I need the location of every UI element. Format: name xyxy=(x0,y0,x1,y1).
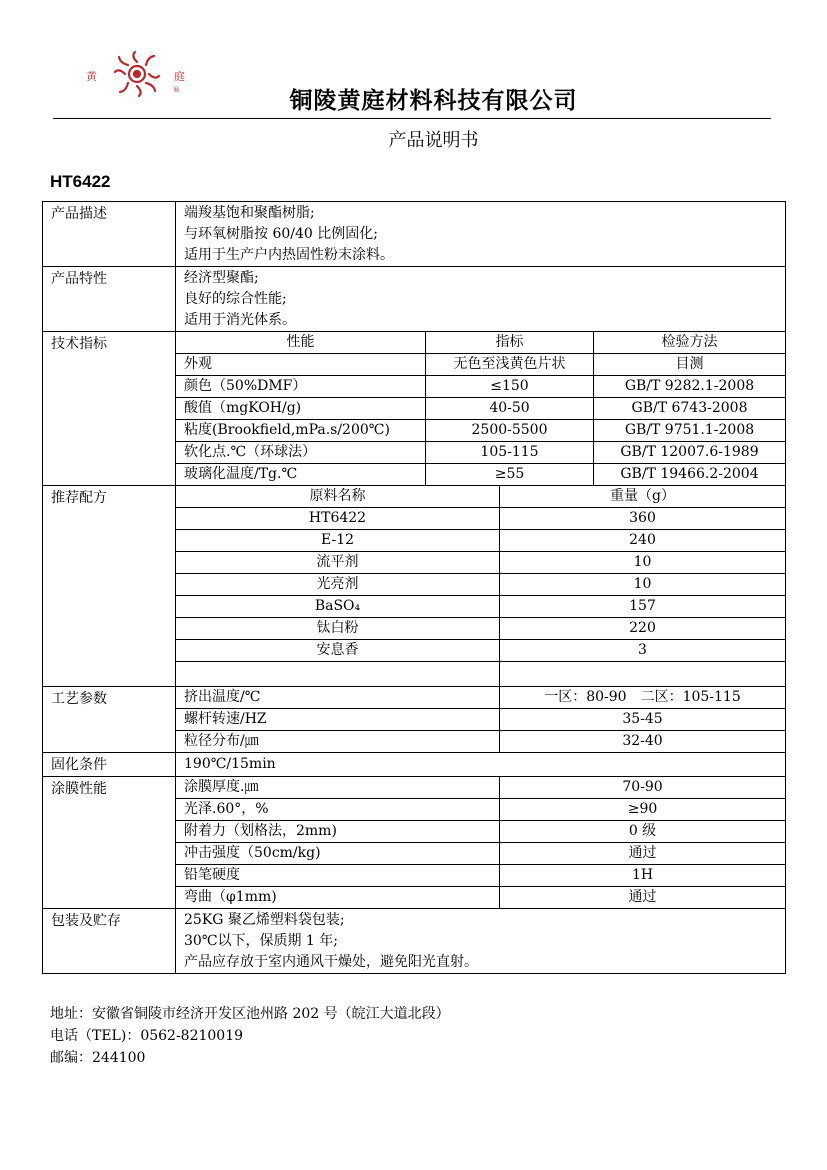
desc-row xyxy=(43,202,786,267)
coating-value: 0 级 xyxy=(500,821,786,843)
tech-header-cell: 检验方法 xyxy=(594,332,786,354)
formula-weight: 220 xyxy=(500,618,786,640)
pack-content xyxy=(176,909,786,974)
section-label-desc: 产品描述 xyxy=(43,202,176,267)
process-value: 35-45 xyxy=(500,709,786,731)
desc-line: 适用于生产户内热固性粉末涂料。 xyxy=(184,247,394,263)
feature-content xyxy=(176,267,786,332)
logo-right-char: 庭 xyxy=(174,70,185,83)
desc-line: 端羧基饱和聚酯树脂; xyxy=(184,205,315,221)
registered-mark: ® xyxy=(173,86,180,94)
feature-line: 经济型聚酯; xyxy=(184,270,259,286)
desc-content xyxy=(176,202,786,267)
cure-row xyxy=(43,753,786,777)
section-label-feature: 产品特性 xyxy=(43,267,176,332)
spec-table xyxy=(42,201,786,974)
tech-property: 粘度(Brookfield,mPa.s/200℃) xyxy=(176,420,426,442)
tech-property: 软化点.℃（环球法） xyxy=(176,442,426,464)
coating-param: 涂膜厚度.㎛ xyxy=(176,777,500,799)
coating-param: 光泽.60°，% xyxy=(176,799,500,821)
formula-material: 流平剂 xyxy=(176,552,500,574)
process-param: 挤出温度/℃ xyxy=(176,687,500,709)
tech-method: GB/T 12007.6-1989 xyxy=(594,442,786,464)
desc-line: 与环氧树脂按 60/40 比例固化; xyxy=(184,226,378,242)
section-label-pack: 包装及贮存 xyxy=(43,909,176,974)
formula-header-cell: 重量（g） xyxy=(500,486,786,508)
phone-text: 电话（TEL)：0562-8210019 xyxy=(50,1028,244,1044)
postcode-text: 邮编：244100 xyxy=(50,1050,146,1066)
process-value: 32-40 xyxy=(500,731,786,753)
coating-param: 铅笔硬度 xyxy=(176,865,500,887)
tech-method: GB/T 6743-2008 xyxy=(594,398,786,420)
process-param: 粒径分布/㎛ xyxy=(176,731,500,753)
tech-property: 酸值（mgKOH/g) xyxy=(176,398,426,420)
formula-material: 钛白粉 xyxy=(176,618,500,640)
document-title: 产品说明书 xyxy=(388,130,479,151)
coating-value: 通过 xyxy=(500,887,786,909)
pack-line: 30℃以下，保质期 1 年; xyxy=(184,933,338,949)
logo-left-char: 黄 xyxy=(86,70,97,83)
formula-material: 光亮剂 xyxy=(176,574,500,596)
coating-param: 冲击强度（50cm/kg) xyxy=(176,843,500,865)
coating-value: 通过 xyxy=(500,843,786,865)
formula-weight: 360 xyxy=(500,508,786,530)
tech-method: GB/T 9751.1-2008 xyxy=(594,420,786,442)
tech-spec: 105-115 xyxy=(426,442,594,464)
coating-row xyxy=(43,777,786,799)
tech-header-row xyxy=(43,332,786,354)
feature-line: 适用于消光体系。 xyxy=(184,312,296,328)
tech-spec: 2500-5500 xyxy=(426,420,594,442)
coating-param: 附着力（划格法，2mm) xyxy=(176,821,500,843)
section-label-process: 工艺参数 xyxy=(43,687,176,753)
process-value: 一区：80-90 二区：105-115 xyxy=(500,687,786,709)
tech-method: GB/T 19466.2-2004 xyxy=(594,464,786,486)
formula-header-cell: 原料名称 xyxy=(176,486,500,508)
section-label-formula: 推荐配方 xyxy=(43,486,176,687)
formula-weight: 3 xyxy=(500,640,786,662)
tech-header-cell: 性能 xyxy=(176,332,426,354)
address-text: 地址：安徽省铜陵市经济开发区池州路 202 号（皖江大道北段） xyxy=(50,1006,450,1022)
formula-weight xyxy=(500,662,786,687)
header-divider xyxy=(53,118,771,119)
formula-weight: 10 xyxy=(500,552,786,574)
cure-value: 190℃/15min xyxy=(176,753,786,777)
coating-value: 1H xyxy=(500,865,786,887)
coating-value: 70-90 xyxy=(500,777,786,799)
tech-property: 玻璃化温度/Tg.℃ xyxy=(176,464,426,486)
formula-material: BaSO₄ xyxy=(176,596,500,618)
company-name: 铜陵黄庭材料科技有限公司 xyxy=(289,88,578,114)
formula-weight: 240 xyxy=(500,530,786,552)
tech-property: 颜色（50%DMF） xyxy=(176,376,426,398)
coating-param: 弯曲（φ1mm) xyxy=(176,887,500,909)
section-label-cure: 固化条件 xyxy=(43,753,176,777)
contact-footer xyxy=(50,1003,450,1069)
tech-spec: ≤150 xyxy=(426,376,594,398)
coating-value: ≥90 xyxy=(500,799,786,821)
formula-header-row xyxy=(43,486,786,508)
pack-row xyxy=(43,909,786,974)
tech-property: 外观 xyxy=(176,354,426,376)
tech-spec: 40-50 xyxy=(426,398,594,420)
formula-material xyxy=(176,662,500,687)
tech-spec: 无色至浅黄色片状 xyxy=(426,354,594,376)
tech-method: GB/T 9282.1-2008 xyxy=(594,376,786,398)
tech-header-cell: 指标 xyxy=(426,332,594,354)
formula-weight: 157 xyxy=(500,596,786,618)
feature-row xyxy=(43,267,786,332)
formula-material: HT6422 xyxy=(176,508,500,530)
section-label-tech: 技术指标 xyxy=(43,332,176,486)
tech-spec: ≥55 xyxy=(426,464,594,486)
section-label-coating: 涂膜性能 xyxy=(43,777,176,909)
formula-material: E-12 xyxy=(176,530,500,552)
product-model: HT6422 xyxy=(50,172,111,191)
pack-line: 产品应存放于室内通风干燥处，避免阳光直射。 xyxy=(184,954,478,970)
formula-weight: 10 xyxy=(500,574,786,596)
feature-line: 良好的综合性能; xyxy=(184,291,287,307)
pack-line: 25KG 聚乙烯塑料袋包装; xyxy=(184,912,345,928)
process-param: 螺杆转速/HZ xyxy=(176,709,500,731)
process-row xyxy=(43,687,786,709)
formula-material: 安息香 xyxy=(176,640,500,662)
tech-method: 目测 xyxy=(594,354,786,376)
